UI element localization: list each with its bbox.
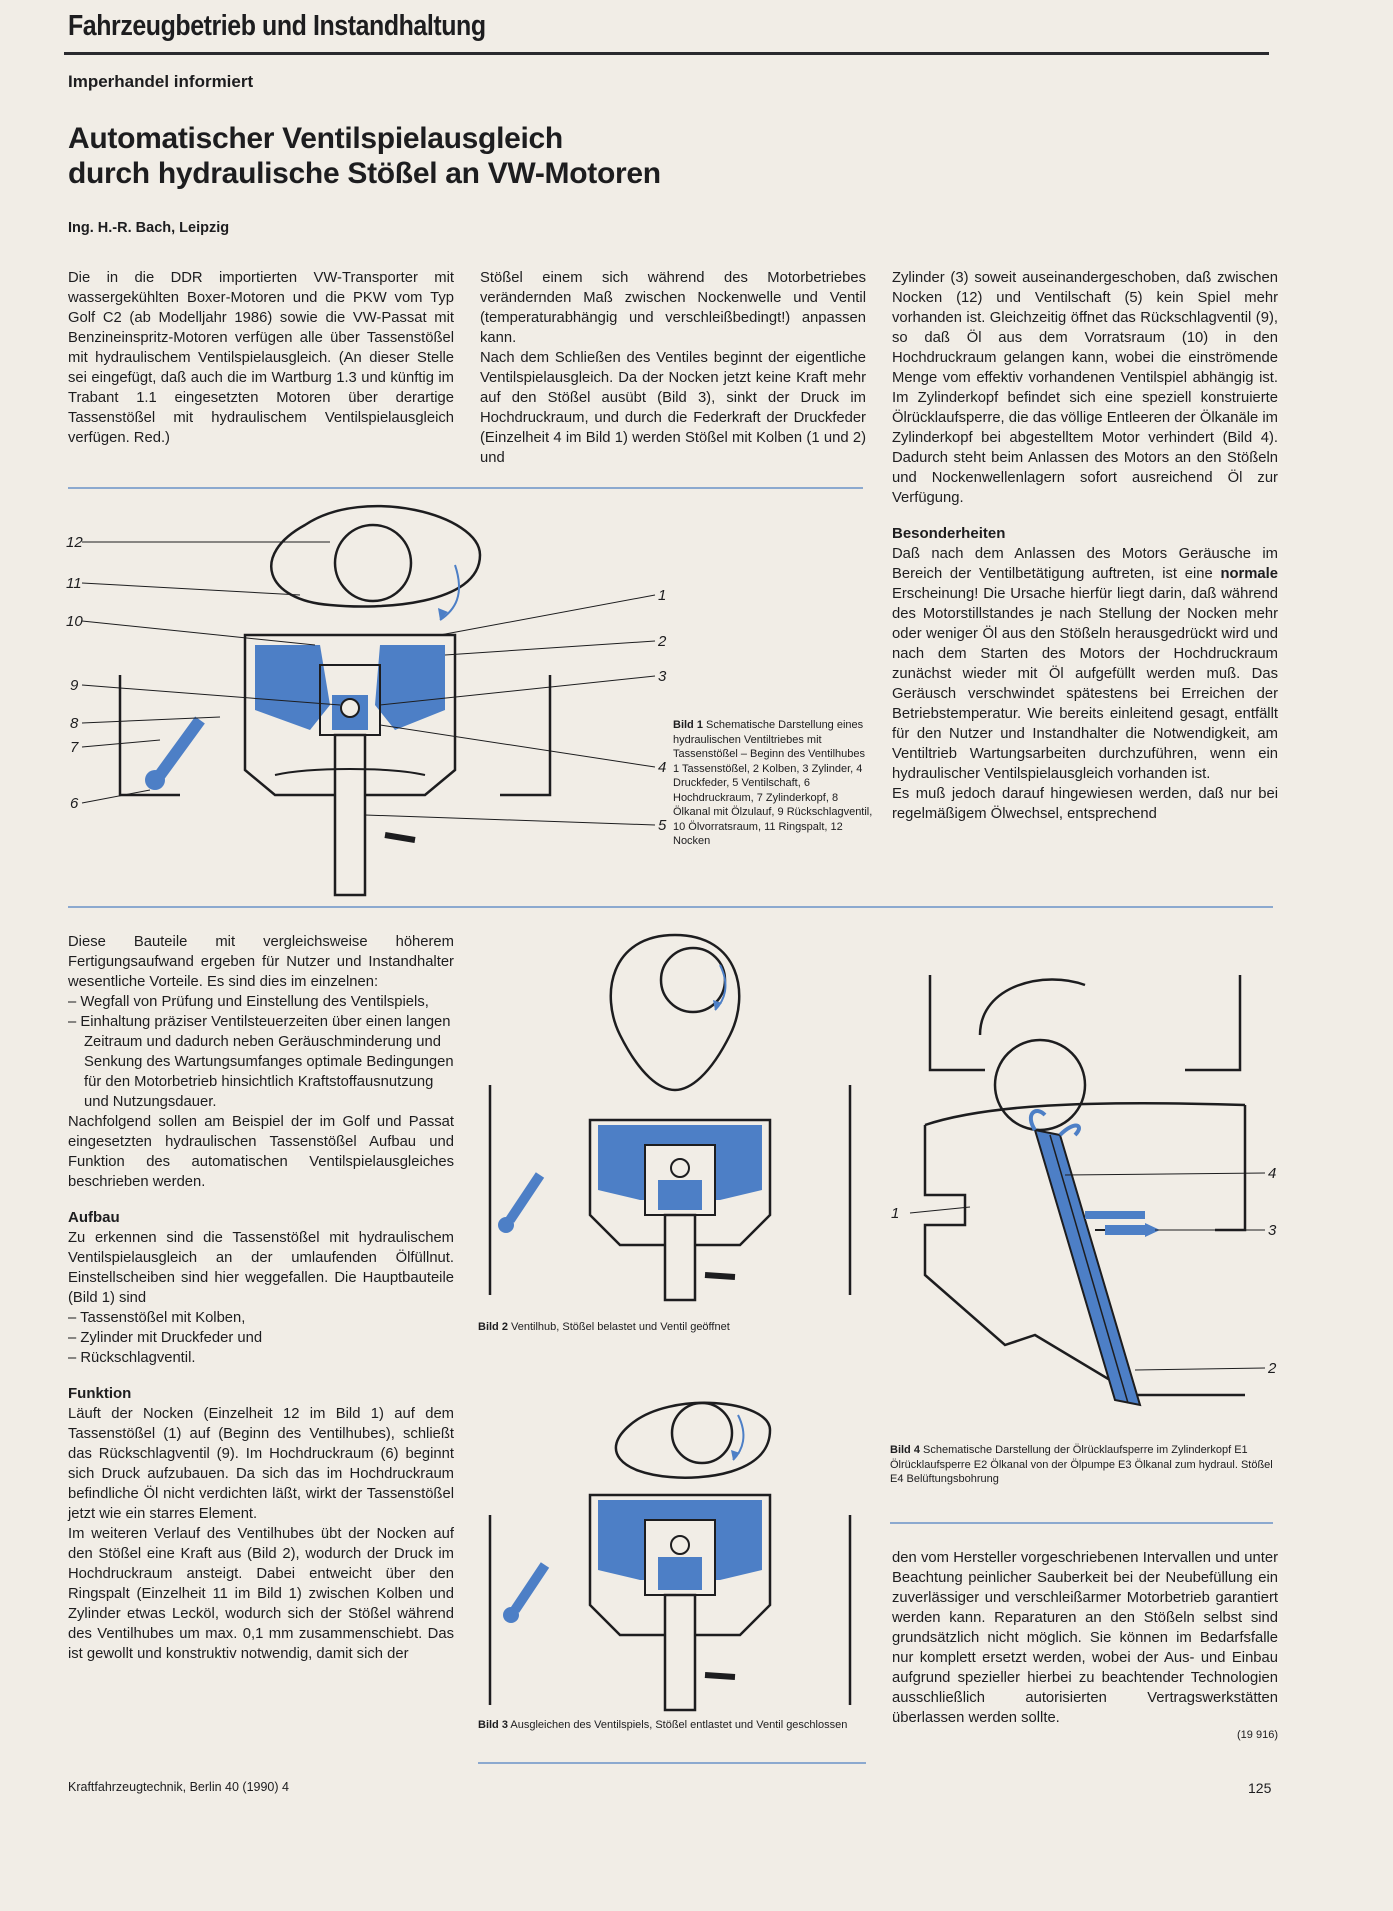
fig1-callout-12: 12	[66, 534, 83, 551]
article-title-line1: Automatischer Ventilspielausgleich	[68, 122, 563, 155]
fig1-callout-8: 8	[70, 715, 79, 732]
caption-label: Bild 3	[478, 1719, 508, 1731]
fig4-callout-2: 2	[1268, 1360, 1277, 1377]
fig1-callout-9: 9	[70, 677, 79, 694]
figure-3-caption	[478, 1718, 873, 1733]
fig1-callout-10: 10	[66, 613, 83, 630]
article-reference: (19 916)	[1237, 1729, 1278, 1741]
subheading: Funktion	[68, 1385, 132, 1402]
figure-4-diagram	[885, 975, 1285, 1440]
body-paragraph: Läuft der Nocken (Einzelheit 12 im Bild 1) auf dem Tassenstößel (1) auf (Beginn des Ventilhubes), schließt das Rückschlagventil (9). Im Hochdruckraum (6) beginnt sich Druck aufzubauen. Da sich das im Hochdruckraum befindliche Öl nicht verdichten läßt, wirkt der Tassenstößel jetzt wie ein starres Element.	[68, 1406, 454, 1522]
rule	[68, 906, 1273, 908]
fig1-callout-2: 2	[658, 633, 667, 650]
fig1-callout-11: 11	[66, 575, 82, 592]
fig4-callout-1: 1	[891, 1205, 900, 1222]
bullet-item: – Tassenstößel mit Kolben,	[68, 1310, 246, 1326]
caption-label: Bild 2	[478, 1321, 508, 1333]
fig4-callout-3: 3	[1268, 1222, 1277, 1239]
author: Ing. H.-R. Bach, Leipzig	[68, 220, 230, 236]
figure-1-caption	[673, 718, 873, 849]
caption-text: Schematische Darstellung eines hydraulischen Ventiltriebes mit Tassenstößel – Beginn des Ventilhubes 1 Tassenstößel, 2 Kolben, 3 Zylinder, 4 Druckfeder, 5 Ventilschaft, 6 Hochdruckraum, 7 Zylinderkopf, 8 Ölkanal mit Ölzulauf, 9 Rückschlagventil, 10 Ölvorratsraum, 11 Ringspalt, 12 Nocken	[673, 719, 873, 847]
header-rule	[64, 52, 1269, 55]
subheading: Aufbau	[68, 1209, 120, 1226]
caption-label: Bild 1	[673, 719, 703, 731]
rule	[478, 1762, 866, 1764]
intro-paragraph: Stößel einem sich während des Motorbetriebes verändernden Maß zwischen Nockenwelle und Ventil (temperaturabhängig und verschleißbedingt!) anpassen kann.	[480, 270, 866, 346]
caption-label: Bild 4	[890, 1444, 920, 1456]
bullet-item: – Zylinder mit Druckfeder und	[68, 1330, 263, 1346]
intro-col2	[480, 268, 866, 468]
caption-text: Schematische Darstellung der Ölrücklaufsperre im Zylinderkopf E1 Ölrücklaufsperre E2 Ölkanal von der Ölpumpe E3 Ölkanal zum hydraul. Stößel E4 Belüftungsbohrung	[890, 1444, 1273, 1485]
body-paragraph: Diese Bauteile mit vergleichsweise höherem Fertigungsaufwand ergeben für Nutzer und Instandhalter wesentliche Vorteile. Es sind dies im einzelnen:	[68, 934, 454, 990]
caption-text: Ventilhub, Stößel belastet und Ventil geöffnet	[511, 1321, 730, 1333]
text-run: Daß nach dem Anlassen des Motors Geräusche im Bereich der Ventilbetätigung auftreten, ist eine	[892, 546, 1278, 582]
fig1-callout-6: 6	[70, 795, 79, 812]
section-title: Fahrzeugbetrieb und Instandhaltung	[68, 10, 486, 42]
page-number: 125	[1248, 1780, 1272, 1796]
intro-paragraph: Nach dem Schließen des Ventiles beginnt der eigentliche Ventilspielausgleich. Da der Nocken jetzt keine Kraft mehr auf den Stößel ausübt (Bild 3), sinkt der Druck im Hochdruckraum, und durch die Federkraft der Druckfeder (Einzelheit 4 im Bild 1) werden Stößel mit Kolben (1 und 2) und	[480, 350, 866, 466]
subheading: Besonderheiten	[892, 525, 1006, 542]
fig1-callout-5: 5	[658, 817, 667, 834]
fig1-callout-4: 4	[658, 759, 667, 776]
figure-2-caption	[478, 1320, 873, 1335]
figure-4-caption	[890, 1443, 1278, 1487]
journal-citation: Kraftfahrzeugtechnik, Berlin 40 (1990) 4	[68, 1780, 289, 1794]
body-paragraph: Zylinder (3) soweit auseinandergeschoben, daß zwischen Nocken (12) und Ventilschaft (5) kein Spiel mehr vorhanden ist. Gleichzeitig öffnet das Rückschlagventil (9), so daß Öl aus dem Vorratsraum (10) in den Hochdruckraum gelangen kann, wobei die einströmende Menge vom effektiv vorhandenen Ventilspiel abhängig ist. Im Zylinderkopf befindet sich eine speziell konstruierte Ölrücklaufsperre, die das völlige Entleeren der Ölkanäle im Zylinderkopf bei abgestelltem Motor verhindert (Bild 4). Dadurch steht beim Anlassen des Motors an den Stößeln und Nockenwellenlagern sofort ausreichend Öl zur Verfügung.	[892, 270, 1278, 506]
body-paragraph	[892, 544, 1278, 784]
fig1-callout-3: 3	[658, 668, 667, 685]
caption-text: Ausgleichen des Ventilspiels, Stößel entlastet und Ventil geschlossen	[510, 1719, 848, 1731]
body-paragraph: Es muß jedoch darauf hingewiesen werden, daß nur bei regelmäßigem Ölwechsel, entsprechend	[892, 786, 1278, 822]
bullet-item: – Wegfall von Prüfung und Einstellung des Ventilspiels,	[68, 994, 429, 1010]
emphasis: normale	[1220, 566, 1278, 582]
kicker: Imperhandel informiert	[68, 72, 254, 91]
text-run: Erscheinung! Die Ursache hierfür liegt darin, daß während des Motorstillstandes je nach Stellung der Nocken mehr oder weniger Öl aus den Stößeln herausgedrückt wird und nach dem Starten des Motors der Hochdruckraum zunächst wieder mit Öl aufgefüllt werden muß. Das Geräusch verschwindet spätestens bei Erreichen der Betriebstemperatur. Wie bereits einleitend gesagt, entfällt für den Nutzer und Instandhalter die Notwendigkeit, am Ventiltrieb Wartungsarbeiten durchzuführen, wenn ein hydraulischer Ventilspielausgleich vorhanden ist.	[892, 586, 1278, 782]
intro-col1	[68, 268, 454, 448]
fig4-callout-4: 4	[1268, 1165, 1277, 1182]
rule	[890, 1522, 1273, 1524]
bullet-item: – Einhaltung präziser Ventilsteuerzeiten über einen langen Zeitraum und dadurch neben Geräuschminderung und Senkung des Wartungsumfanges optimale Bedingungen für den Motorbetrieb hinsichtlich Kraftstoffausnutzung und Nutzungsdauer.	[68, 1014, 454, 1110]
fig1-callout-7: 7	[70, 739, 79, 756]
body-paragraph: den vom Hersteller vorgeschriebenen Intervallen und unter Beachtung peinlicher Sauberkeit bei der Neubefüllung ein zuverlässiger und verschleißarmer Motorbetrieb garantiert werden kann. Reparaturen an den Stößeln selbst sind grundsätzlich nicht möglich. Sie können im Bedarfsfalle nur komplett ersetzt werden, wobei der Aus- und Einbau aufgrund spezieller hierbei zu beachtender Technologien ausschließlich autorisierten Vertragswerkstätten überlassen werden sollte.	[892, 1550, 1278, 1726]
article-title-line2: durch hydraulische Stößel an VW-Motoren	[68, 157, 661, 190]
figure-2-diagram	[480, 925, 870, 1305]
bullet-item: – Rückschlagventil.	[68, 1350, 196, 1366]
body-paragraph: Zu erkennen sind die Tassenstößel mit hydraulischem Ventilspielausgleich an der umlaufenden Ölfüllnut. Einstellscheiben sind hier weggefallen. Die Hauptbauteile (Bild 1) sind	[68, 1230, 454, 1306]
right-col	[892, 268, 1278, 824]
figure-1-diagram	[60, 495, 680, 905]
figure-3-diagram	[480, 1385, 870, 1715]
fig1-callout-1: 1	[658, 587, 667, 604]
intro-paragraph: Die in die DDR importierten VW-Transporter mit wassergekühlten Boxer-Motoren und die PKW vom Typ Golf C2 (ab Modelljahr 1986) sowie die VW-Passat mit Benzineinspritz-Motoren verfügen alle über Tassenstößel mit hydraulischem Ventilspielausgleich. (An dieser Stelle sei eingefügt, daß auch die im Wartburg 1.3 und künftig im Trabant 1.1 eingesetzten Motoren über derartige Tassenstößel mit hydraulischem Ventilspielausgleich verfügen. Red.)	[68, 270, 454, 446]
lower-left-col	[68, 932, 454, 1664]
lower-right-col	[892, 1548, 1278, 1742]
rule	[68, 487, 863, 489]
body-paragraph: Im weiteren Verlauf des Ventilhubes übt der Nocken auf den Stößel eine Kraft aus (Bild 2), wodurch der Druck im Hochdruckraum ansteigt. Dabei entweicht über den Ringspalt (Einzelheit 11 im Bild 1) zwischen Kolben und Zylinder etwas Lecköl, wodurch sich der Stößel während des Ventilhubes um max. 0,1 mm zusammenschiebt. Das ist gewollt und konstruktiv notwendig, damit sich der	[68, 1526, 454, 1662]
body-paragraph: Nachfolgend sollen am Beispiel der im Golf und Passat eingesetzten hydraulischen Tassenstößel Aufbau und Funktion des automatischen Ventilspielausgleiches beschrieben werden.	[68, 1114, 454, 1190]
